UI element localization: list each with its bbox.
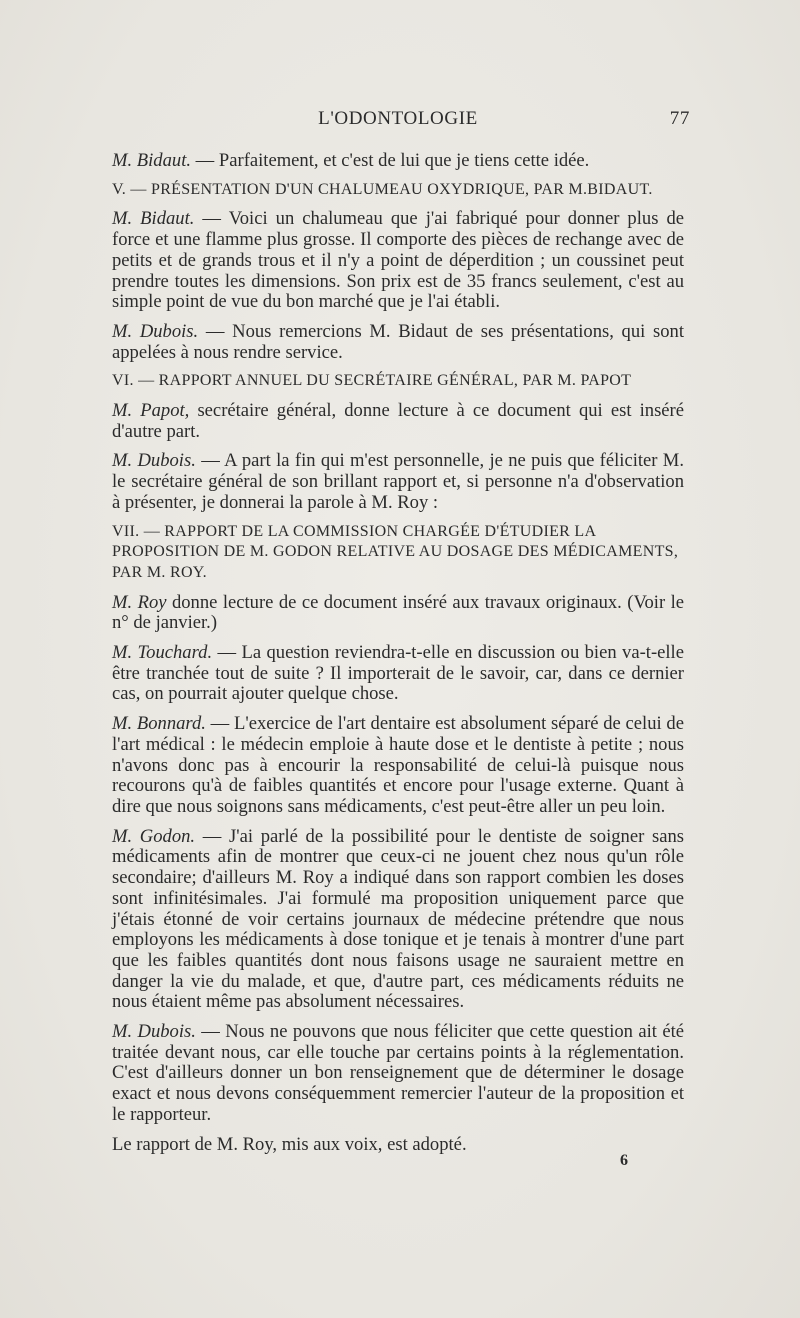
paragraph-text: donne lecture de ce document inséré aux travaux originaux. (Voir le n° de janvier.)	[112, 591, 684, 634]
speaker-name: M. Bidaut.	[112, 150, 192, 171]
signature-mark: 6	[620, 1152, 628, 1169]
speaker-name: M. Dubois.	[112, 450, 196, 472]
paragraph-text: — L'exercice de l'art dentaire est absolument séparé de celui de l'art médical : le médecin emploie à haute dose et le dentiste à petite ; nous n'avons donc pas à encourir la responsabilité de celui-là puisque nous recourons qu'à de faibles quantités et encore pour l'usage externe. Quant à dire que nous soignons sans médicaments, c'est peut-être aller un peu loin.	[112, 713, 684, 817]
paragraph	[112, 401, 684, 442]
speaker-name: M. Touchard.	[112, 642, 213, 664]
paragraph	[112, 209, 684, 313]
paragraph-text: — Nous ne pouvons que nous féliciter que cette question ait été traitée devant nous, car elle touche par certains points à la réglementation. C'est d'ailleurs donner un bon renseignement que de déterminer le dosage exact et nous devons conséquemment remercier l'auteur de la proposition et le rapporteur.	[112, 1021, 684, 1125]
running-header	[112, 106, 690, 136]
speaker-name: M. Papot,	[112, 400, 190, 422]
speaker-name: M. Roy	[112, 591, 167, 613]
page-number: 77	[669, 108, 690, 129]
running-title: L'ODONTOLOGIE	[318, 108, 478, 129]
paragraph	[112, 1022, 684, 1126]
section-heading	[112, 522, 684, 584]
speaker-name: M. Dubois.	[112, 1021, 196, 1043]
paragraph-text: — Voici un chalumeau que j'ai fabriqué pour donner plus de force et une flamme plus grosse. Il comporte des pièces de rechange avec de petits et de grands trous et il n'y a point de déperdition ; un coussinet peut prendre toutes les dimensions. Son prix est de 35 francs seulement, c'est au simple point de vue du bon marché que je l'ai établi.	[112, 208, 685, 313]
paragraph	[112, 451, 684, 513]
speaker-name: M. Bidaut.	[112, 208, 195, 230]
paragraph-text: Le rapport de M. Roy, mis aux voix, est adopté.	[112, 1133, 467, 1155]
section-heading-text: VII. — RAPPORT DE LA COMMISSION CHARGÉE D'ÉTUDIER LA PROPOSITION DE M. GODON RELATIVE AU DOSAGE DES MÉDICAMENTS, PAR M. ROY.	[112, 522, 679, 581]
section-heading-text: V. — PRÉSENTATION D'UN CHALUMEAU OXYDRIQUE, PAR M.BIDAUT.	[112, 180, 653, 198]
section-heading-text: VI. — RAPPORT ANNUEL DU SECRÉTAIRE GÉNÉRAL, PAR M. PAPOT	[112, 372, 632, 390]
paragraph	[112, 827, 684, 1013]
paragraph	[112, 1135, 684, 1156]
paragraph-text: — J'ai parlé de la possibilité pour le dentiste de soigner sans médicaments afin de montrer que ceux-ci ne jouent chez nous qu'un rôle secondaire; d'ailleurs M. Roy a indiqué dans son rapport combien les doses sont infinitésimales. J'ai formulé ma proposition uniquement parce que j'étais étonné de voir certains journaux de médecine prétendre que nous employons les médicaments à dose tonique et je tenais à montrer d'une part que les faibles quantités dont nous faisons usage ne sauraient mettre en danger la vie du malade, et que, d'autre part, ces médicaments réduits ne nous étaient même pas absolument nécessaires.	[112, 825, 684, 1013]
section-heading	[112, 180, 684, 201]
speaker-name: M. Godon.	[112, 825, 196, 847]
section-heading	[112, 371, 684, 392]
paragraph-text: — La question reviendra-t-elle en discussion ou bien va-t-elle être tranchée tout de suite ? Il importerait de le savoir, car, dans ce dernier cas, on pourrait ajouter quelque chose.	[112, 642, 684, 705]
paragraph	[112, 714, 684, 818]
body-text	[112, 142, 684, 1155]
paragraph	[112, 643, 684, 705]
paragraph	[112, 593, 684, 634]
paragraph-text: secrétaire général, donne lecture à ce document qui est inséré d'autre part.	[112, 400, 684, 442]
paragraph-text: — Parfaitement, et c'est de lui que je tiens cette idée.	[191, 150, 590, 171]
paragraph-text: — A part la fin qui m'est personnelle, je ne puis que féliciter M. le secrétaire général de son brillant rapport et, si personne n'a d'observation à présenter, je donnerai la parole à M. Roy :	[112, 450, 684, 513]
paragraph	[112, 322, 684, 363]
paragraph	[112, 151, 684, 172]
paragraph-text: — Nous remercions M. Bidaut de ses présentations, qui sont appelées à nous rendre service.	[112, 320, 684, 363]
speaker-name: M. Bonnard.	[112, 713, 206, 735]
speaker-name: M. Dubois.	[112, 320, 199, 342]
